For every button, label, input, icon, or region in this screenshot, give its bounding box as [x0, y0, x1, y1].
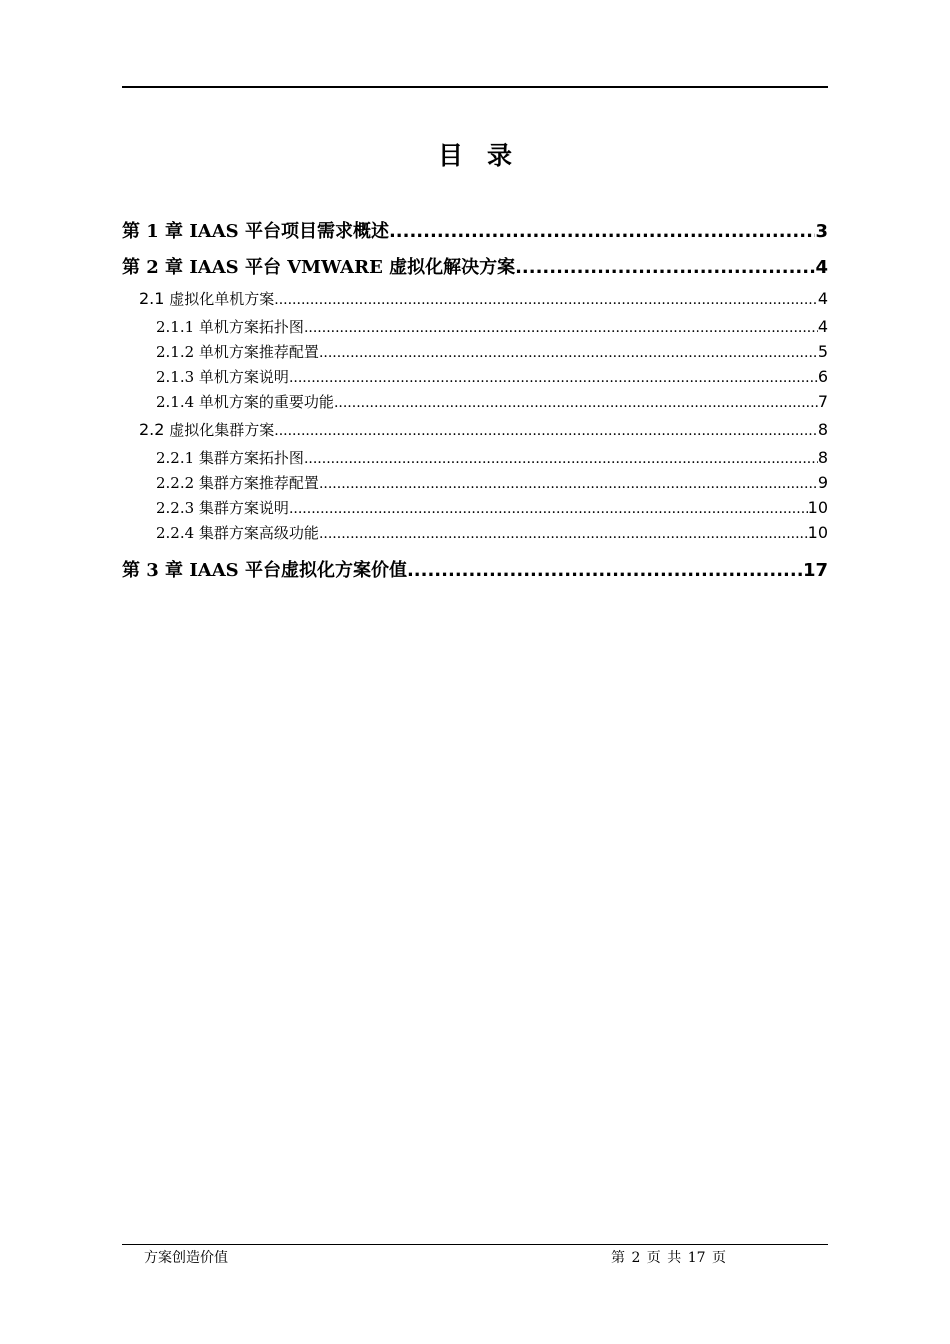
toc-entry-page: 10	[807, 498, 828, 517]
toc-entry-page: 4	[817, 289, 828, 308]
toc-entry-2-1[interactable]	[122, 288, 828, 309]
toc-entry-label: 2.2.2 集群方案推荐配置	[156, 474, 319, 492]
toc-entry-label: 虚拟化集群方案	[169, 421, 275, 439]
footer-slogan: 方案创造价值	[144, 1250, 228, 1266]
dot-leader	[319, 345, 818, 361]
toc-entry-label: 2.1.2 单机方案推荐配置	[156, 343, 319, 361]
toc-entry-label: 第 3 章 IAAS 平台虚拟化方案价值	[122, 560, 407, 581]
toc-entry-page: 10	[807, 523, 828, 542]
toc-entry-page: 5	[817, 342, 828, 361]
toc-entry-label: 第 2 章 IAAS 平台 VMWARE 虚拟化解决方案	[122, 257, 516, 278]
toc-entry-chapter-2[interactable]	[122, 253, 828, 279]
toc-entry-page: 17	[802, 560, 828, 581]
toc-entry-label: 2.2.1 集群方案拓扑图	[156, 449, 304, 467]
toc-entry-2-2[interactable]	[122, 419, 828, 440]
header-rule	[122, 86, 828, 88]
dot-leader	[274, 423, 818, 439]
toc-entry-number: 2.2	[139, 420, 165, 439]
toc-entry-2-2-1[interactable]	[122, 447, 828, 468]
dot-leader	[515, 257, 815, 278]
toc-entry-page: 8	[817, 448, 828, 467]
dot-leader	[304, 451, 818, 467]
dot-leader	[274, 292, 818, 308]
toc-entry-2-1-4[interactable]	[122, 391, 828, 412]
toc-entry-label: 2.1.4 单机方案的重要功能	[156, 393, 334, 411]
toc-entry-chapter-3[interactable]	[122, 556, 828, 582]
toc-entry-page: 3	[815, 221, 828, 242]
toc-entry-chapter-1[interactable]	[122, 217, 828, 243]
dot-leader	[289, 370, 818, 386]
toc-entry-label: 虚拟化单机方案	[169, 290, 275, 308]
toc-entry-page: 7	[817, 392, 828, 411]
dot-leader	[334, 395, 818, 411]
toc-entry-label: 2.1.3 单机方案说明	[156, 368, 289, 386]
toc-entry-label: 2.1.1 单机方案拓扑图	[156, 318, 304, 336]
toc-title: 目录	[437, 141, 536, 170]
toc-entry-page: 8	[817, 420, 828, 439]
toc-entry-label: 第 1 章 IAAS 平台项目需求概述	[122, 221, 389, 242]
toc-entry-2-2-4[interactable]	[122, 522, 828, 543]
footer-rule	[122, 1244, 828, 1245]
toc-entry-page: 4	[817, 317, 828, 336]
toc-entry-page: 9	[817, 473, 828, 492]
toc-entry-2-2-3[interactable]	[122, 497, 828, 518]
dot-leader	[319, 526, 808, 542]
dot-leader	[389, 221, 816, 242]
toc-entry-page: 6	[817, 367, 828, 386]
dot-leader	[289, 501, 808, 517]
dot-leader	[319, 476, 818, 492]
toc-entry-2-1-3[interactable]	[122, 366, 828, 387]
toc-entry-label: 2.2.4 集群方案高级功能	[156, 524, 319, 542]
dot-leader	[407, 560, 803, 581]
toc-entry-number: 2.1	[139, 289, 165, 308]
footer-page-number: 第 2 页 共 17 页	[611, 1250, 726, 1266]
toc-entry-page: 4	[815, 257, 828, 278]
toc-entry-2-1-1[interactable]	[122, 316, 828, 337]
toc-entry-2-2-2[interactable]	[122, 472, 828, 493]
dot-leader	[304, 320, 818, 336]
toc-entry-label: 2.2.3 集群方案说明	[156, 499, 289, 517]
toc-entry-2-1-2[interactable]	[122, 341, 828, 362]
